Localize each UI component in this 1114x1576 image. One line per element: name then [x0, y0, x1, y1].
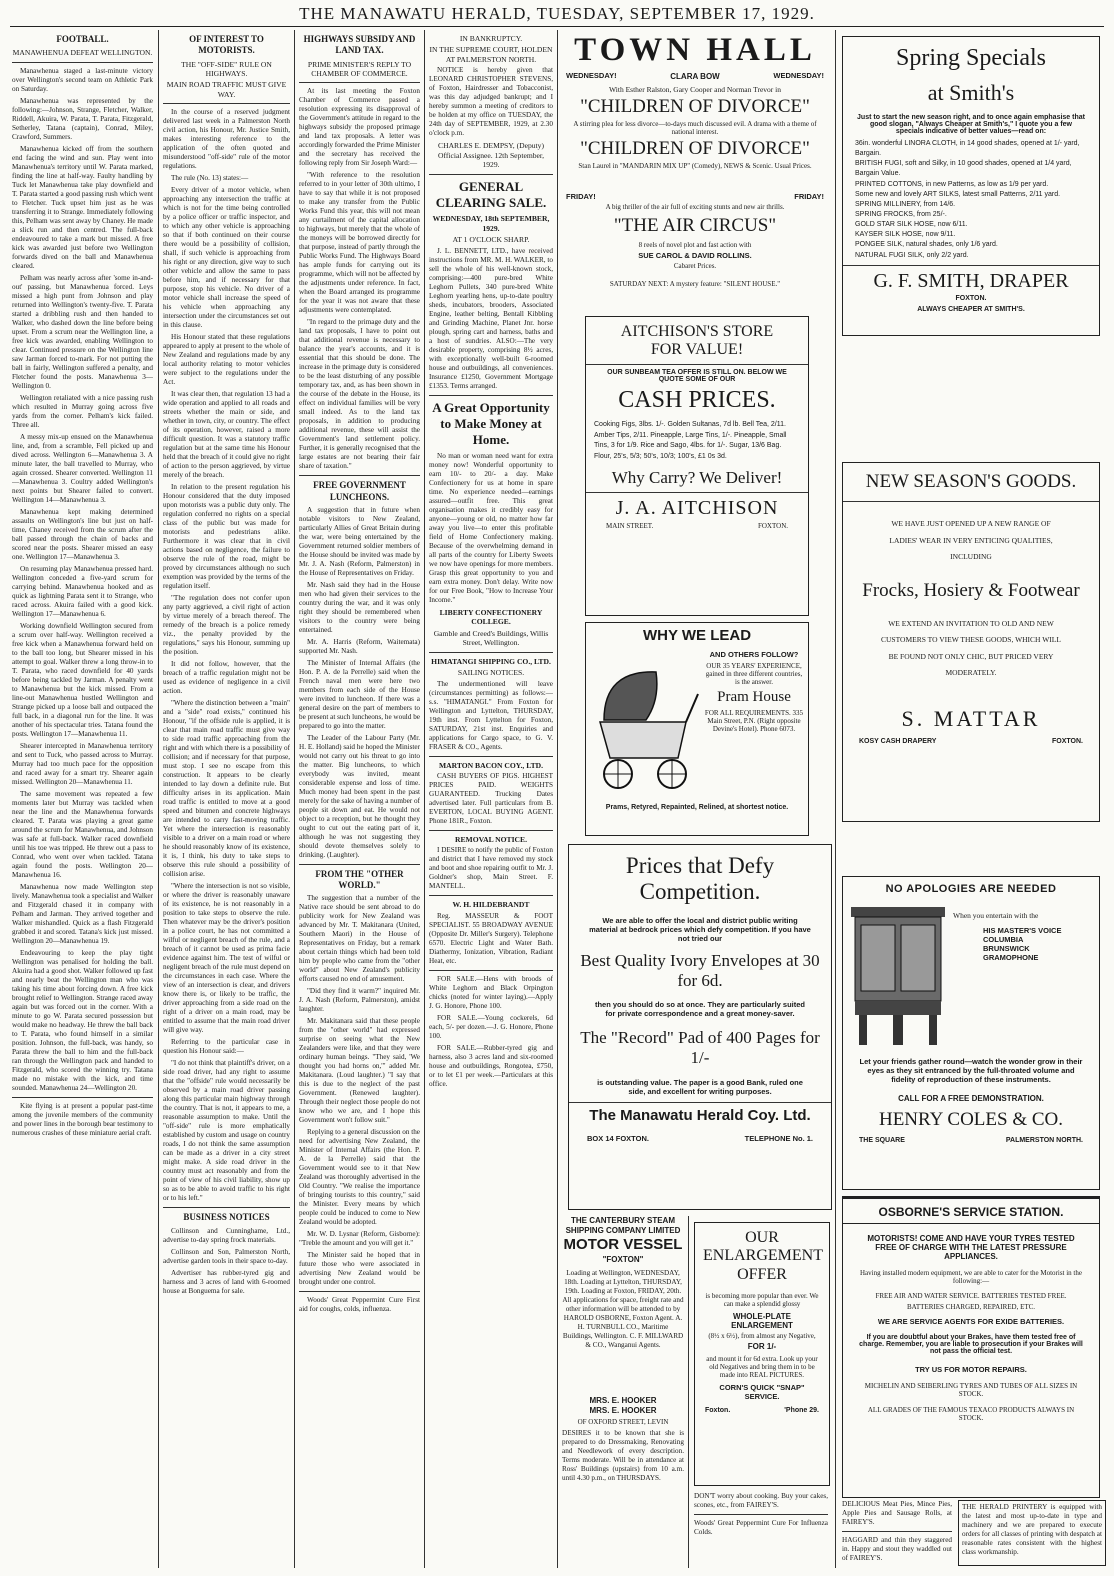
- opportunity-text: No man or woman need want for extra money now! Wonderful opportunity to earn 10/- to 20/- a day. Make Confectionery for us at home in spare time. No experience needed—earnings assured—outfit free. This great organisation makes it credibly easy for anyone—young or old, no matter how far away you live—to enter this profitable field of Home Confectionery making. Because of the overwhelming demand in all parts of the country for Liberty Sweets we now have openings for more members. Grasp this great opportunity to you and earn extra money. Don't delay. Write now for our Free Book, "How to Increase Your Income.": [429, 451, 553, 604]
- bacon-heading: MARTON BACON COY., LTD.: [438, 760, 544, 770]
- coles-brand: GRAMOPHONE: [983, 953, 1039, 962]
- film-description: 8 reels of novel plot and fast action with: [638, 241, 752, 249]
- smith-item: 36in. wonderful LINORA CLOTH, in 14 good shades, opened at 1/- yard, Bargain.: [855, 140, 1080, 158]
- classified: FOR SALE.—Rubber-tyred gig and harness, also 3 acres land and six-roomed house and outbuildings, Rongotea, £750, or to let £1 per week.—Particulars at this office.: [429, 1043, 553, 1088]
- pram-question: AND OTHERS FOLLOW?: [709, 650, 799, 659]
- pram-illustration: [586, 650, 704, 800]
- canterbury-name: "FOXTON": [602, 1254, 644, 1264]
- osborne-lead: MOTORISTS! COME AND HAVE YOUR TYRES TESTED FREE OF CHARGE WITH THE LATEST PRESSURE APPLIANCES.: [867, 1234, 1075, 1261]
- smith-item: SPRING MILLINERY, from 14/6.: [855, 200, 956, 208]
- article-paragraph: The suggestion that a number of the Native race should be sent abroad to do publicity work for New Zealand was advanced by Mr. T. Makitanara (United, Southern Maori) in the House of Representatives on Friday, but a remark about certain things which had been told him by people who came from the "other world" about New Zealand's publicity efforts caused no end of amusement.: [299, 894, 420, 984]
- article-paragraph: "Where the distinction between a "main" and a "side" road exists," continued his Honour, "if the offside rule is applied, it is clear that main road traffic must give way to side road traffic approaching from the right and with which there is a possibility of collision; and if necessary for that purpose, must stop. I see no escape from this construction. It appears to be clearly intended to lay down a definite rule. But difficulty arises in its application. Main road traffic is entitled to move at a good speed and bitumen and concrete highways are intended to carry fast-moving traffic. Yet where the intersection is reasonably visible to a driver on a main road or where he should reasonably know of its existence, it is, I think, his duty to take steps to observe this rule should a possibility of collision arise.: [163, 699, 290, 879]
- sale-time: AT 1 O'CLOCK SHARP.: [452, 235, 530, 245]
- osborne-tyres: MICHELIN AND SEIBERLING TYRES AND TUBES OF ALL SIZES IN STOCK.: [864, 1382, 1078, 1399]
- divider: [429, 895, 553, 896]
- coles-brand: HIS MASTER'S VOICE: [983, 926, 1062, 935]
- article-paragraph: Mr. Nash said they had in the House men who had given their services to the country during the war, and it was only right they should be remembered when visitors to the country were being entertained.: [299, 580, 420, 634]
- wednesday-label: WEDNESDAY!: [566, 71, 617, 80]
- pram-text: FOR ALL REQUIREMENTS. 335 Main Street, P.N. (Right opposite Devine's Hotel). Phone 6073.: [704, 709, 804, 733]
- film-title: "THE AIR CIRCUS": [613, 215, 777, 236]
- football-sub: MANAWHENUA DEFEAT WELLINGTON.: [12, 48, 153, 58]
- football-heading: FOOTBALL.: [56, 34, 109, 44]
- mattar-store: KOSY CASH DRAPERY: [859, 737, 937, 745]
- divider: [12, 1097, 153, 1098]
- canterbury-title: THE CANTERBURY STEAM SHIPPING COMPANY LIMITED: [565, 1216, 681, 1235]
- hooker-notice: [562, 1396, 684, 1566]
- divider: [299, 1291, 420, 1292]
- enlargement-title: OUR ENLARGEMENT OFFER: [703, 1229, 823, 1283]
- next-feature: SATURDAY NEXT: A mystery feature: "SILENT HOUSE.": [609, 280, 781, 288]
- enlargement-size: (8½ x 6½), from almost any Negative,: [708, 1332, 816, 1341]
- removal-heading: REMOVAL NOTICE.: [454, 835, 527, 844]
- article-paragraph: Working downfield Wellington secured from a scrum over half-way. Wellington received a free kick when a Manawhenua forward held on to the ball too long, but Shearer missed in his attempt to goal. Walker threw a long throw-in to T. Parata, who raced downfield for 40 yards before being tackled by Jarman. A penalty went to Manawhenua but the kick missed. From a line-out Manawhenua hustled Wellington and Strange picked up a loose ball and outpaced the full back, in a diagonal run for the line. It was another of his spectacular tries. Tatana found the posts. Wellington 17—Manawhenua 11.: [12, 621, 153, 738]
- smith-item: PRINTED COTTONS, in new Patterns, as low as 1/9 per yard.: [855, 180, 1049, 188]
- column-divider: [158, 30, 159, 1568]
- divider: [429, 830, 553, 831]
- enlargement-price: FOR 1/-: [747, 1342, 777, 1352]
- article-paragraph: His Honour stated that these regulations appeared to apply at present to the whole of New Zealand and regulations made by any local authority relating to motor vehicles were subject to the regulations under the Act.: [163, 333, 290, 387]
- star-name: CLARA BOW: [670, 72, 720, 81]
- article-paragraph: A messy mix-up ensued on the Manawhenua line, and, from a scramble, Fell picked up and dived across. Wellington 6—Manawhenua 3. A minute later, the ball travelled to Murray, who again crossed. Shearer converted. Wellington 11—Manawhenua 3. Coultry added Wellington's next points but Shearer failed to convert. Wellington 14—Manawhenua 3.: [12, 432, 153, 504]
- bankruptcy-sub: IN THE SUPREME COURT, HOLDEN AT PALMERSTON NORTH.: [429, 45, 553, 64]
- hooker-text: DESIRES it to be known that she is prepared to do Dressmaking, Renovating and Needlework of every description. Terms moderate. Will be in attendance at Ross' Buildings (upstairs) from 10 a.m. until 4.30 p.m., on THURSDAYS.: [562, 1428, 684, 1482]
- masseur-name: W. H. HILDEBRANDT: [452, 900, 530, 910]
- article-paragraph: Shearer intercepted in Manawhenua territory and sent to Tuck, who passed across to Murray. Murray had too much pace for the opposition and raced away for a smart try. Shearer again missed. Wellington 20—Manawhenua 11.: [12, 741, 153, 786]
- article-paragraph: Replying to a general discussion on the need for advertising New Zealand, the Minister of Internal Affairs (the Hon. P. A. de la Perrelle) said that the Government would see to it that New Zealand was thoroughly advertised in the Old Country. "We realise the importance of bringing tourists to this country," said the Minister. Every means by which people could be induced to come to New Zealand would be adopted.: [299, 1128, 420, 1227]
- college-address: Gamble and Creed's Buildings, Willis Street, Wellington.: [433, 628, 549, 648]
- mattar-name: S. MATTAR: [901, 705, 1041, 731]
- film-title: "CHILDREN OF DIVORCE": [580, 96, 810, 117]
- mattar-goods: Frocks, Hosiery & Footwear: [862, 579, 1080, 601]
- smith-item: KAYSER SILK HOSE, now 9/11.: [855, 231, 956, 239]
- aitchison-slogan: Why Carry? We Deliver!: [611, 468, 783, 488]
- smith-item: Some new and lovely ART SILKS, latest small Patterns, 2/11 yard.: [855, 190, 1061, 198]
- mattar-ad: [842, 462, 1100, 822]
- aitchison-street: MAIN STREET.: [606, 522, 654, 531]
- osborne-brakes: If you are doubtful about your Brakes, have them tested free of charge. Remember, you are liable to prosecution if your Brakes will not pass the official test.: [859, 1334, 1083, 1356]
- bankruptcy-heading: IN BANKRUPTCY.: [459, 34, 523, 43]
- hooker-name: MRS. E. HOOKER: [589, 1396, 657, 1405]
- article-paragraph: Manawhenua kicked off from the southern end facing the wind and sun. Play went into Manawhenua's territory until W. Parata marked, finding the line at half-way. Faulty handling by Tuck let Manawhenua take play downfield and T. Parata started a good passing rush which went to Fletcher. Tuck upset him just as he was transferring it to Strange. Immediately following this, Pelham was sent away by Chaney. He made a slick run and then centred. The full-back endeavoured to take a mark but missed. A free kick was awarded just before two Wellington forwards dived on the ball and Manawhenua cleared.: [12, 144, 153, 270]
- film-description: A stirring plea for less divorce—to-days much discussed evil. A drama with a theme of national interest.: [573, 120, 817, 136]
- aitchison-price-list: Cooking Figs, 3lbs. 1/-. Golden Sultanas, 7d lb. Bell Tea, 2/11. Amber Tips, 2/11. Pineapple, Large Tins, 1/-. Pineapple, Small Tins, 3 for 1/9. Rice and Sago, 4lbs. for 1/-. Sugar, 13/6 Bag. Flour, 25's, 5/3; 50's, 10/3; 100's, £1 0s 3d.: [594, 421, 787, 460]
- other-world-heading: FROM THE "OTHER WORLD.": [315, 868, 404, 891]
- article-paragraph: In the course of a reserved judgment delivered last week in a Palmerston North civil action, his Honour, Mr. Justice Smith, makes interesting reference to the application of the often quoted and misunderstood "off-side" rule of the motor regulations.: [163, 108, 290, 171]
- divider: [163, 103, 290, 104]
- divider: [429, 970, 553, 971]
- coles-text: Let your friends gather round—watch the wonder grow in their eyes as they sit entranced by the full-throated volume and fidelity of reproduction of these instruments.: [859, 1057, 1083, 1084]
- coles-ad: [842, 876, 1100, 1190]
- article-paragraph: "With reference to the resolution referred to in your letter of 30th ultimo, I have to say that while it is not proposed to make any transfer from the Public Works Fund this year, this will not mean any curtailment of the capital allocation to highways, but merely that the whole of the moneys will be borrowed directly for that purpose, instead of partly through the Public Works Fund. The Highways Board has ample funds for carrying out its programme, which will not be affected by the adjustments under reference. In fact, when the Board arranged its programme for the year it was not aware that these adjustments were contemplated.: [299, 171, 420, 315]
- article-paragraph: Wellington retaliated with a nice passing rush which resulted in Murray going across five yards from the corner. Pelham's kick failed. Three all.: [12, 393, 153, 429]
- article-paragraph: "I do not think that plaintiff's driver, on a side road driver, had any right to assume that the "offside" rule would necessarily be observed by a main road driver passing along this particular main highway through the country. That is not, it appears to me, a reasonable assumption to make. Until the "off-side" rule is more emphatically established by custom and usage on country roads, I do not think the same assumption can be made as a driver in a city street might make. A side road driver in the country must act reasonably and from the point of view of his civil liability, show up so as to be able to avoid traffic to his right or to his left.": [163, 1059, 290, 1203]
- aitchison-cash: CASH PRICES.: [618, 387, 776, 414]
- article-paragraph: The Minister of Internal Affairs (the Hon. P. A. de la Perrelle) said when the French naval men were here two members from each side of the House were invited to luncheon. If there was a general desire on the part of members to be present at such luncheons, he would be prepared to go into the matter.: [299, 658, 420, 730]
- article-paragraph: Manawhenua now made Wellington step lively. Manawhenua took a specialist and Walker and Fitzgerald chased it in company with Pelham and Jarman. They arrived together and Walker mishandled. Quick as a flash Fitzgerald grabbed it and scored. Tatana's kick just missed. Wellington 20—Manawhenua 19.: [12, 882, 153, 945]
- haggard-notice: HAGGARD and thin they staggered in. Happy and stout they waddled out of FAIREY'S.: [842, 1536, 952, 1562]
- notice-paragraph: Collinson and Son, Palmerston North, advertise garden tools in their space to-day.: [163, 1247, 290, 1265]
- osborne-ad: [842, 1196, 1100, 1498]
- coles-name: HENRY COLES & CO.: [878, 1109, 1064, 1130]
- smith-item: PONGEE SILK, natural shades, only 1/6 yard.: [855, 241, 998, 249]
- notice-paragraph: Advertiser has rubber-tyred gig and harness and 3 acres of land with 6-roomed house at Bonguema for sale.: [163, 1268, 290, 1295]
- classified: FOR SALE.—Young cockerels, 6d each, 5/- per dozen.—J. G. Honore, Phone 100.: [429, 1013, 553, 1040]
- smith-item: BRITISH FUGI, soft and Silky, in 10 good shades, opened at 1/4 yard, Bargain Value.: [855, 160, 1072, 178]
- aitchison-town: FOXTON.: [757, 522, 788, 531]
- article-paragraph: A suggestion that in future when notable visitors to New Zealand, particularly Allies of Great Britain during the war, were being entertained by the Government returned soldier members of the House should be invited was made by Mr. J. A. Nash (Reform, Palmerston) in the House of Representatives on Friday.: [299, 505, 420, 577]
- article-paragraph: "Where the intersection is not so visible, or where the driver is reasonably unaware of its existence, he is not reasonably in a position to take steps to observe the rule. Then whatever may be the driver's position in a police court, he has not committed a wilful or negligent breach of the rule, and a breach of it cannot be used as prima facie evidence against him. The test of wilful or negligent breach of the rule must depend on the circumstances in each case. Where the view of an intersection is clear, and drivers know there is, or likely to be traffic, the driver approaching from a side road on the right of a driver on a main road, may be entitled to assume that the main road driver will give way.: [163, 882, 290, 1035]
- notice-paragraph: Collinson and Cunninghame, Ltd., advertise to-day spring frock materials.: [163, 1226, 290, 1244]
- coles-address: PALMERSTON NORTH.: [1005, 1137, 1083, 1144]
- aitchison-title: AITCHISON'S STORE FOR VALUE!: [620, 323, 774, 358]
- smith-item: NATURAL FUGI SILK, only 2/2 yard.: [855, 251, 969, 259]
- film-description: A big thriller of the air full of exciting stunts and new air thrills.: [605, 203, 785, 211]
- coles-title: NO APOLOGIES ARE NEEDED: [885, 883, 1057, 895]
- coles-call: CALL FOR A FREE DEMONSTRATION.: [898, 1094, 1044, 1103]
- sale-heading: GENERAL CLEARING SALE.: [435, 178, 547, 211]
- highways-sub: PRIME MINISTER'S REPLY TO CHAMBER OF COMMERCE.: [307, 59, 412, 78]
- divider: [842, 1531, 952, 1532]
- osborne-services: FREE AIR AND WATER SERVICE. BATTERIES TESTED FREE. BATTERIES CHARGED, REPAIRED, ETC.: [875, 1292, 1067, 1312]
- coles-brand: BRUNSWICK: [983, 944, 1030, 953]
- article-paragraph: Every driver of a motor vehicle, when approaching any intersection the traffic at which is not for the time being controlled by a police officer or traffic inspector, and to which any other vehicle is approaching so that if both continued on their course there would be a possibility of collision, shall, if such vehicle is approaching from his right or any direction, give way to such other vehicle and allow the same to pass before him, and if necessary for that purpose, stop his vehicle. No driver of a motor vehicle shall increase the speed of his vehicle when approaching any intersection under the circumstances set out in this clause.: [163, 186, 290, 330]
- osborne-agents: WE ARE SERVICE AGENTS FOR EXIDE BATTERIES.: [877, 1317, 1065, 1327]
- article-paragraph: Mr. W. D. Lysnar (Reform, Gisborne): "Treble the amount and you will get it.": [299, 1230, 420, 1248]
- divider: [429, 395, 553, 396]
- friday-label: FRIDAY!: [794, 192, 824, 201]
- small-notices: [694, 1492, 828, 1566]
- column-divider: [557, 30, 558, 1568]
- canterbury-text: Loading at Wellington, WEDNESDAY, 18th. Loading at Lyttelton, THURSDAY, 19th. Loading at Foxton, FRIDAY, 20th. All applications for space, freight rate and other information will be attended to by HAROLD OSBORNE, Foxton Agent. A. H. TURNBULL CO., Maritime Buildings, Wellington. C. F. MILLWARD & CO., Wanganui Agents.: [562, 1268, 684, 1349]
- divider: [843, 265, 1099, 266]
- motorists-sub: THE "OFF-SIDE" RULE ON HIGHWAYS.: [181, 59, 272, 78]
- aitchison-offer: OUR SUNBEAM TEA OFFER IS STILL ON. BELOW WE QUOTE SOME OF OUR: [607, 369, 787, 384]
- pram-text: OUR 35 YEARS' EXPERIENCE, gained in three different countries, is the answer.: [705, 662, 803, 686]
- bacon-text: CASH BUYERS OF PIGS. HIGHEST PRICES PAID. WEIGHTS GUARANTEED. Trucking Dates advertised later. Full particulars from B. EVERTON, LOCAL BUYING AGENT. Phone 181R., Foxton.: [429, 772, 553, 825]
- shipping-heading: HIMATANGI SHIPPING CO., LTD.: [431, 656, 551, 666]
- removal-text: I DESIRE to notify the public of Foxton and district that I have removed my stock and boot and shoe repairing outfit to Mr. J. Goldner's shop, Main Street. F. MANTELL.: [429, 846, 553, 891]
- herald-product: Best Quality Ivory Envelopes at 30 for 6d.: [580, 950, 820, 991]
- osborne-repairs: TRY US FOR MOTOR REPAIRS.: [915, 1365, 1027, 1375]
- gramophone-cabinet-illustration: [843, 901, 953, 1051]
- mattar-text: WE EXTEND AN INVITATION TO OLD AND NEW CUSTOMERS TO VIEW THESE GOODS, WHICH WILL BE FOUND NOT ONLY CHIC, BUT PRICED VERY MODERATELY.: [881, 618, 1061, 677]
- hooker-address: OF OXFORD STREET, LEVIN: [577, 1418, 669, 1426]
- divider: [586, 492, 808, 493]
- town-hall-title: TOWN HALL: [574, 32, 816, 68]
- divider: [429, 756, 553, 757]
- motorists-sub: MAIN ROAD TRAFFIC MUST GIVE WAY.: [166, 80, 287, 99]
- classified: FOR SALE.—Hens with broods of White Leghorn and Black Orpington chicks (noted for winter laying).—Apply J. G. Honore, Phone 100.: [429, 974, 553, 1010]
- herald-text: is outstanding value. The paper is a good Bank, ruled one side, and excellent for writing purposes.: [597, 1078, 803, 1097]
- masthead-rule: [10, 26, 1104, 27]
- cabaret-prices: Cabaret Prices.: [673, 262, 717, 270]
- divider: [429, 652, 553, 653]
- article-paragraph: The rule (No. 13) states:—: [171, 174, 249, 183]
- college-name: LIBERTY CONFECTIONERY COLLEGE.: [439, 607, 543, 627]
- enlargement-text: is becoming more popular than ever. We can make a splendid glossy: [705, 1292, 819, 1309]
- herald-title: Prices that Defy Competition.: [625, 853, 775, 905]
- pram-name: Pram House: [717, 689, 791, 705]
- pram-title: WHY WE LEAD: [642, 627, 752, 644]
- opportunity-heading: A Great Opportunity to Make Money at Home.: [432, 399, 550, 448]
- sale-text: J. L. BENNETT, LTD., have received instructions from MR. M. H. WALKER, to sell the whole of his well-known stock, comprising:—400 pure-bred White Leghorn Pullets, 340 pure-bred White Leghorn yearling hens, up-to-date poultry sheds, incubators, brooders, Associated Engine, leather belting, Bentall Kibbling and Grinding Machine, Planet Jnr. horse plough, spring cart and harness, baths and a host of sundries. ALSO:—The very desirable property, comprising 8½ acres, with exceptionally well-built 6-roomed house and outbuildings, all conveniences. Insurance £1250, Government Mortgage £1353. Terms arranged.: [429, 246, 553, 390]
- mattar-town: FOXTON.: [1052, 737, 1083, 745]
- smith-ad: [842, 36, 1100, 336]
- wednesday-label: WEDNESDAY!: [773, 71, 824, 80]
- divider: [163, 1207, 290, 1208]
- osborne-grades: ALL GRADES OF THE FAMOUS TEXACO PRODUCTS ALWAYS IN STOCK.: [867, 1406, 1075, 1423]
- smith-item: SPRING FROCKS, from 25/-.: [855, 210, 947, 218]
- printery-text: THE HERALD PRINTERY is equipped with the latest and most up-to-date in type and machinery and we are prepared to execute orders for all classes of printing with despatch at reasonable rates consistent with the highest class workmanship.: [962, 1503, 1102, 1556]
- herald-pad: The "Record" Pad of 400 Pages for 1/-: [580, 1027, 820, 1068]
- coles-address: THE SQUARE: [859, 1137, 905, 1144]
- column-divider: [688, 1216, 689, 1568]
- sale-date: WEDNESDAY, 18th SEPTEMBER, 1929.: [432, 214, 550, 233]
- smith-slogan: ALWAYS CHEAPER AT SMITH'S.: [917, 305, 1025, 313]
- shipping-notice: SAILING NOTICES.: [457, 668, 525, 678]
- article-paragraph: Kite flying is at present a popular past-time among the juvenile members of the community and power lines in the borough bear testimony to numerous crashes of these miniature aerial craft.: [12, 1101, 153, 1137]
- smith-title: at Smith's: [927, 80, 1015, 105]
- aitchison-name: J. A. AITCHISON: [615, 497, 779, 520]
- column-divider: [835, 30, 836, 1568]
- column-divider: [294, 30, 295, 1568]
- article-paragraph: On resuming play Manawhenua pressed hard. Wellington conceded a five-yard scrum for carrying behind. Manawhenua hooked and as quick as lightning Parata sent it to Strange, who raced across. Akuira failed with a good kick. Wellington 17—Manawhenua 6.: [12, 564, 153, 618]
- article-paragraph: "The regulation does not confer upon any party aggrieved, a civil right of action by virtue merely of a breach thereof. The remedy of the breach is a police remedy viz., the penalty provided by the regulations," says his Honour, summing up the position.: [163, 594, 290, 657]
- smith-intro: Just to start the new season right, and to once again emphasise that good slogan, "Always Cheaper at Smith's," I quote you a few specials indicative of better values—read on:: [857, 114, 1085, 135]
- motorists-heading: OF INTEREST TO MOTORISTS.: [189, 34, 264, 56]
- herald-company: The Manawatu Herald Coy. Ltd.: [589, 1107, 811, 1125]
- herald-box: BOX 14 FOXTON.: [587, 1134, 649, 1144]
- article-paragraph: "Did they find it warm?" inquired Mr. J. A. Nash (Reform, Palmerston), amidst laughter.: [299, 987, 420, 1014]
- aitchison-ad: [585, 316, 809, 616]
- enlargement-service: CORN'S QUICK "SNAP" SERVICE.: [719, 1383, 805, 1402]
- mattar-text: WE HAVE JUST OPENED UP A NEW RANGE OF LADIES' WEAR IN VERY ENTICING QUALITIES, INCLUDING: [889, 519, 1053, 561]
- smith-item: GOLD STAR SILK HOSE, now 6/11.: [855, 221, 968, 229]
- coles-text: When you entertain with the: [953, 911, 1039, 920]
- motorists-column: [163, 32, 290, 1566]
- divider: [12, 62, 153, 63]
- article-paragraph: The Minister said he hoped that in future those who were associated in advertising New Zealand would be brought under one control.: [299, 1251, 420, 1287]
- article-paragraph: Manawhenua was represented by the following:—Johnson, Strange, Fletcher, Walker, Riddell, Akuira, W. Parata, T. Parata, Fitzgerald, Setherley, Tatana (captain), Conrad, Miley, Crawford, Summers.: [12, 96, 153, 141]
- article-paragraph: Mr. Makitanara said that these people from the "other world" had expressed surprise on seeing what the New Zealanders were like, and that they were ordinary human beings. "They said, 'We thought you had horns on,'" added Mr. Makitanara. (Loud laughter.) "I say that this is due to the neglect of the past Government. (Renewed laughter). Through their neglect those people do not know who we are, and I hope this Government won't follow suit.": [299, 1017, 420, 1125]
- osborne-title: OSBORNE'S SERVICE STATION.: [843, 1205, 1099, 1224]
- highways-column: [299, 32, 420, 1566]
- notices-column: [429, 32, 553, 1566]
- article-paragraph: "In regard to the primage duty and the land tax proposals, I have to point out that additional revenue is necessary to balance the year's accounts, and it is essential that this should be done. The increase in the primage duty is considered to be the least disturbing of any possible temporary tax, and, as has been shown in the course of the debate in the House, its effect on individual families will be very small indeed. As to the land tax proposals, in addition to producing additional revenue, these will assist the Government's land settlement policy. Further, it is generally recognised that the large estates are not bearing their fair share of taxation.": [299, 318, 420, 471]
- divider: [843, 501, 1099, 502]
- hooker-name: MRS. E. HOOKER: [589, 1406, 657, 1415]
- masseur-text: Reg. MASSEUR & FOOT SPECIALIST. 55 BROADWAY AVENUE (Opposite Dr. Miller's Surgery). Telephone 6570. Electric Light and Water Bath. Diathermy, Ionization, Vibration, Radiant Heat, etc.: [429, 911, 553, 965]
- divider: [299, 475, 420, 476]
- article-paragraph: Pelham was nearly across after 'some in-and-out' passing, but Manawhenua forced. Leys missed a high punt from Johnson and play returned into Wellington's twenty-five. T. Parata started a dribbling rush and then handed to Walker, who dashed down the line before being upset. From a scrum near the Wellington line, a free kick was awarded, enabling Wellington to clear. Continued pressure on the Wellington line saw Jarman forced to-mark. For not putting the ball in fairly, Wellington suffered a penalty, and Fletcher found the posts. Manawhenua 3—Wellington 0.: [12, 273, 153, 390]
- article-paragraph: Manawhenua staged a last-minute victory over Wellington's second team on Athletic Park on Saturday.: [12, 66, 153, 93]
- smith-name: G. F. SMITH, DRAPER: [873, 269, 1069, 292]
- article-paragraph: Manawhenua kept making determined assaults on Wellington's line but just on half-time, Chaney received from the scrum after the ball passed through the chain of backs and scored near the posts. Shearer missed an easy one. Wellington 17—Manawhenua 3.: [12, 507, 153, 561]
- divider: [299, 82, 420, 83]
- divider: [569, 1102, 831, 1103]
- enlargement-town: Foxton.: [705, 1407, 731, 1415]
- article-paragraph: At its last meeting the Foxton Chamber of Commerce passed a resolution expressing its disapproval of the Government's attitude in regard to the highways subsidy the proposed primage and land tax proposals. A letter was accordingly forwarded the Prime Minister and the secretary has received the following reply from Sir Joseph Ward:—: [299, 87, 420, 168]
- mattar-title: NEW SEASON'S GOODS.: [865, 471, 1077, 492]
- herald-text: We are able to offer the local and district public writing material at bedrock prices which defy competition. If you have not tried our: [589, 915, 811, 943]
- herald-text: then you should do so at once. They are particularly suited for private correspondence and a great money-saver.: [594, 999, 806, 1018]
- article-paragraph: Mr. A. Harris (Reform, Waitemata) supported Mr. Nash.: [299, 637, 420, 655]
- column-divider: [424, 30, 425, 1568]
- football-column: [12, 32, 153, 1566]
- enlargement-offer: WHOLE-PLATE ENLARGEMENT: [731, 1312, 793, 1331]
- bankruptcy-sign: CHARLES E. DEMPSY, (Deputy) Official Assignee. 12th September, 1929.: [437, 141, 545, 170]
- film-stars: SUE CAROL & DAVID ROLLINS.: [638, 251, 752, 260]
- business-notices-heading: BUSINESS NOTICES: [183, 1212, 270, 1223]
- osborne-text: Having installed modern equipment, we are able to cater for the Motorist in the following:—: [860, 1269, 1082, 1285]
- friday-label: FRIDAY!: [566, 192, 596, 201]
- divider: [299, 864, 420, 865]
- herald-stationery-ad: [568, 844, 832, 1210]
- town-hall-ad: [562, 32, 828, 310]
- divider: [429, 174, 553, 175]
- article-paragraph: Endeavouring to keep the play tight Wellington was penalised for holding the ball. Akuira had a good shot. Walker followed up fast and nearly beat the Wellington man who was taking his time about forcing down. A free kick brought relief to Wellington. Strange raced away again but was forced out in the corner. With a minute to go W. Parata secured possession but would make no headway. He threw the ball back to T. Parata, who found himself in a similar position. Johnson, the full-back, was handy, so Parata threw the ball to him and the full-back ran through the Wellington pack and handed to Fitzgerald, who scored the winning try. Tatana made no mistake with the kick, and time sounded. Manawhenua 24—Wellington 20.: [12, 948, 153, 1092]
- masthead: THE MANAWATU HERALD, TUESDAY, SEPTEMBER 17, 1929.: [299, 4, 815, 23]
- article-paragraph: It was clear then, that regulation 13 had a wide operation and applied to all roads and streets whether the main or side, and whether in town, city, or country. The effect of its operation, however, raised a more difficult question. It was a statutory traffic regulation but at the same time his Honour held that the breach of it could give no right of action to the person aggrieved, by virtue merely of the breach.: [163, 390, 290, 480]
- film-title: "CHILDREN OF DIVORCE": [580, 138, 810, 159]
- cast-line: With Esther Ralston, Gary Cooper and Norman Trevor in: [609, 85, 781, 94]
- cure-notice: Woods' Great Peppermint Cure First aid for coughs, colds, influenza.: [299, 1296, 420, 1314]
- bankruptcy-text: NOTICE is hereby given that LEONARD CHRISTOPHER STEVENS, of Foxton, Hairdresser and Tobacconist, was this day adjudged bankrupt; and I hereby summon a meeting of creditors to be holden at my office on TUESDAY, the 24th day of SEPTEMBER, 1929, at 2.30 o'clock p.m.: [429, 66, 553, 138]
- cakes-notice: DON'T worry about cooking. Buy your cakes, scones, etc., from FAIREY'S.: [694, 1492, 828, 1509]
- cure-notice: Woods' Great Peppermint Cure For Influenza Colds.: [694, 1519, 828, 1536]
- pram-house-ad: [585, 622, 809, 836]
- herald-printery-notice: [958, 1500, 1106, 1566]
- pies-notice: DELICIOUS Meat Pies, Mince Pies, Apple Pies and Sausage Rolls, at FAIREY'S.: [842, 1500, 952, 1526]
- herald-phone: TELEPHONE No. 1.: [744, 1134, 813, 1144]
- divider: [694, 1514, 828, 1515]
- article-paragraph: The same movement was repeated a few moments later but Murray was tackled when near the line and the Manawhenua forwards cleared. T. Parata was playing a great game around the scrum for Manawhenua, and Johnson was safe at full-back. Walker raced downfield until his toe was tripped. He threw out a pass to Conrad, who went over when tackled. Tatana again found the posts. Wellington 20—Manawhenua 16.: [12, 789, 153, 879]
- luncheons-heading: FREE GOVERNMENT LUNCHEONS.: [313, 480, 406, 502]
- enlargement-ad: [694, 1222, 830, 1486]
- fairey-notices: [842, 1500, 952, 1566]
- highways-heading: HIGHWAYS SUBSIDY AND LAND TAX.: [303, 34, 416, 56]
- coles-brand: COLUMBIA: [983, 935, 1024, 944]
- enlargement-text: and mount it for 6d extra. Look up your old Negatives and bring them in to be made into REAL PICTURES.: [706, 1355, 818, 1380]
- article-paragraph: In relation to the present regulation his Honour considered that the duty imposed upon motorists was a public duty only. The regulation conferred no rights on a special class of the public but was made for motorists and pedestrians alike. Furthermore it was clear that in civil actions based on negligence, the failure to observe the rule of the road, might be proved by circumstances although no such exemption was provided by the terms of the regulation itself.: [163, 483, 290, 591]
- divider: [586, 364, 808, 365]
- smith-title: Spring Specials: [896, 45, 1046, 71]
- pram-footer: Prams, Retyred, Repainted, Relined, at shortest notice.: [605, 804, 789, 811]
- smith-town: FOXTON.: [955, 294, 987, 302]
- enlargement-phone: 'Phone 29.: [784, 1407, 819, 1415]
- canterbury-vessel: MOTOR VESSEL: [563, 1236, 683, 1253]
- article-paragraph: Referring to the particular case in question his Honour said:—: [163, 1038, 290, 1056]
- article-paragraph: It did not follow, however, that the breach of a traffic regulation might not be used as evidence of negligence in a civil action.: [163, 660, 290, 696]
- article-paragraph: The Leader of the Labour Party (Mr. H. E. Holland) said he hoped the Minister would not carry out his threat to go into the matter. Big luncheons, to which everybody was invited, meant considerable expense and loss of time. Much money had been spent in the past merely for the sake of having a number of people sit down and eat. He would not object to a reception, but he thought they ought to cut out the eating part of it, although he was not suggesting they should devote themselves solely to drinking. (Laughter).: [299, 733, 420, 859]
- film-description: Stan Laurel in "MANDARIN MIX UP" (Comedy), NEWS & Scenic. Usual Prices.: [578, 162, 812, 170]
- shipping-text: The undermentioned will leave (circumstances permitting) as follows:— s.s. "HIMATANGI." From Foxton for Wellington and Lyttelton, THURSDAY, 19th inst. From Lyttelton for Foxton, SATURDAY, 21st inst. Enquiries and applications for Cargo space, to G. V. FRASER & CO., Agents.: [429, 679, 553, 751]
